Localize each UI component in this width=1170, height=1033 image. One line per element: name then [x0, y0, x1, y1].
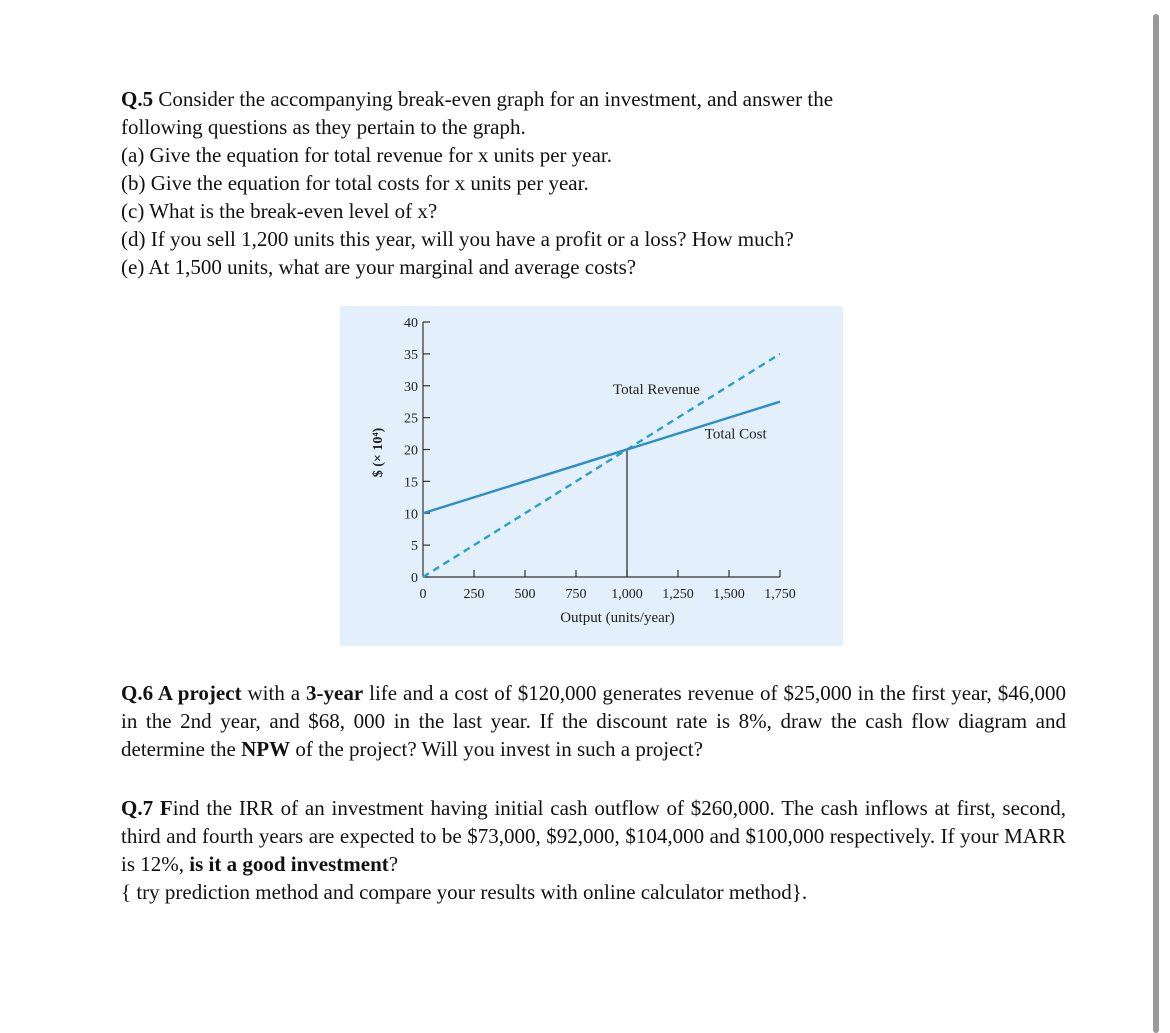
q5-intro-line2: following questions as they pertain to the graph.: [121, 115, 526, 139]
question-7: [121, 794, 1066, 906]
question-5: [121, 85, 1021, 281]
q7-bold-a: is it a good investment: [189, 852, 389, 876]
y-axis-label: $ (× 10⁴): [371, 427, 386, 478]
y-tick-label: 10: [404, 507, 418, 523]
q6-bold-b: 3-year: [306, 681, 364, 705]
break-even-chart: [340, 306, 843, 646]
q5-part-b: (b) Give the equation for total costs for x units per year.: [121, 171, 589, 195]
question-6: [121, 679, 1066, 763]
x-tick-label: 1,500: [713, 587, 745, 602]
q5-part-d: (d) If you sell 1,200 units this year, will you have a profit or a loss? How much?: [121, 227, 794, 251]
y-tick-label: 20: [404, 443, 418, 459]
q5-number: Q.5: [121, 87, 154, 111]
q7-number: Q.7 F: [121, 796, 173, 820]
x-tick-label: 1,250: [662, 587, 694, 602]
q6-text-a: with a: [241, 681, 307, 705]
y-tick-label: 35: [404, 347, 418, 363]
scrollbar[interactable]: [1153, 14, 1159, 1033]
y-tick-label: 15: [404, 475, 418, 491]
q5-part-a: (a) Give the equation for total revenue for x units per year.: [121, 143, 612, 167]
q7-text-a: ind the IRR of an investment having initial cash outflow of $260,000. The cash inflows at first, second, third and fourth years are expected to be $73,000, $92,000, $104,000 and $100,000 respectively. If your MARR is 12%,: [121, 796, 1066, 876]
q6-bold-c: NPW: [241, 737, 291, 761]
x-tick-label: 1,750: [764, 587, 796, 602]
x-tick-label: 750: [565, 587, 587, 602]
q6-number: Q.6: [121, 681, 154, 705]
y-tick-label: 0: [411, 571, 418, 586]
x-axis-label: Output (units/year): [560, 610, 675, 626]
total-cost-line: [423, 402, 780, 514]
q6-text-b: life and a cost of $120,000 generates revenue of $25,000 in the first year, $46,000 in the 2nd year, and $68, 000 in the last year. If the discount rate is 8%, draw the cash flow diagram and determine the: [121, 681, 1066, 761]
y-tick-label: 25: [404, 411, 418, 427]
x-tick-label: 0: [419, 587, 427, 602]
q6-text-c: of the project? Will you invest in such a project?: [290, 737, 703, 761]
q5-intro-line1: [121, 85, 1021, 113]
total-revenue-label: Total Revenue: [613, 381, 700, 398]
q5-part-e: (e) At 1,500 units, what are your marginal and average costs?: [121, 255, 637, 279]
y-tick-label: 40: [404, 316, 418, 331]
q7-note: { try prediction method and compare your results with online calculator method}.: [121, 880, 808, 904]
total-cost-label: Total Cost: [704, 426, 767, 443]
y-tick-label: 5: [411, 539, 418, 555]
q5-part-c: (c) What is the break-even level of x?: [121, 199, 438, 223]
q7-text-b: ?: [388, 852, 399, 876]
break-even-chart-svg: [340, 306, 843, 646]
x-tick-label: 1,000: [611, 587, 643, 602]
x-tick-label: 500: [514, 587, 536, 602]
total-revenue-line: [423, 354, 780, 577]
y-tick-label: 30: [404, 379, 418, 395]
q6-bold-a: A project: [153, 681, 242, 705]
q5-intro-text: Consider the accompanying break-even graph for an investment, and answer the: [153, 87, 834, 111]
x-tick-label: 250: [463, 587, 485, 602]
